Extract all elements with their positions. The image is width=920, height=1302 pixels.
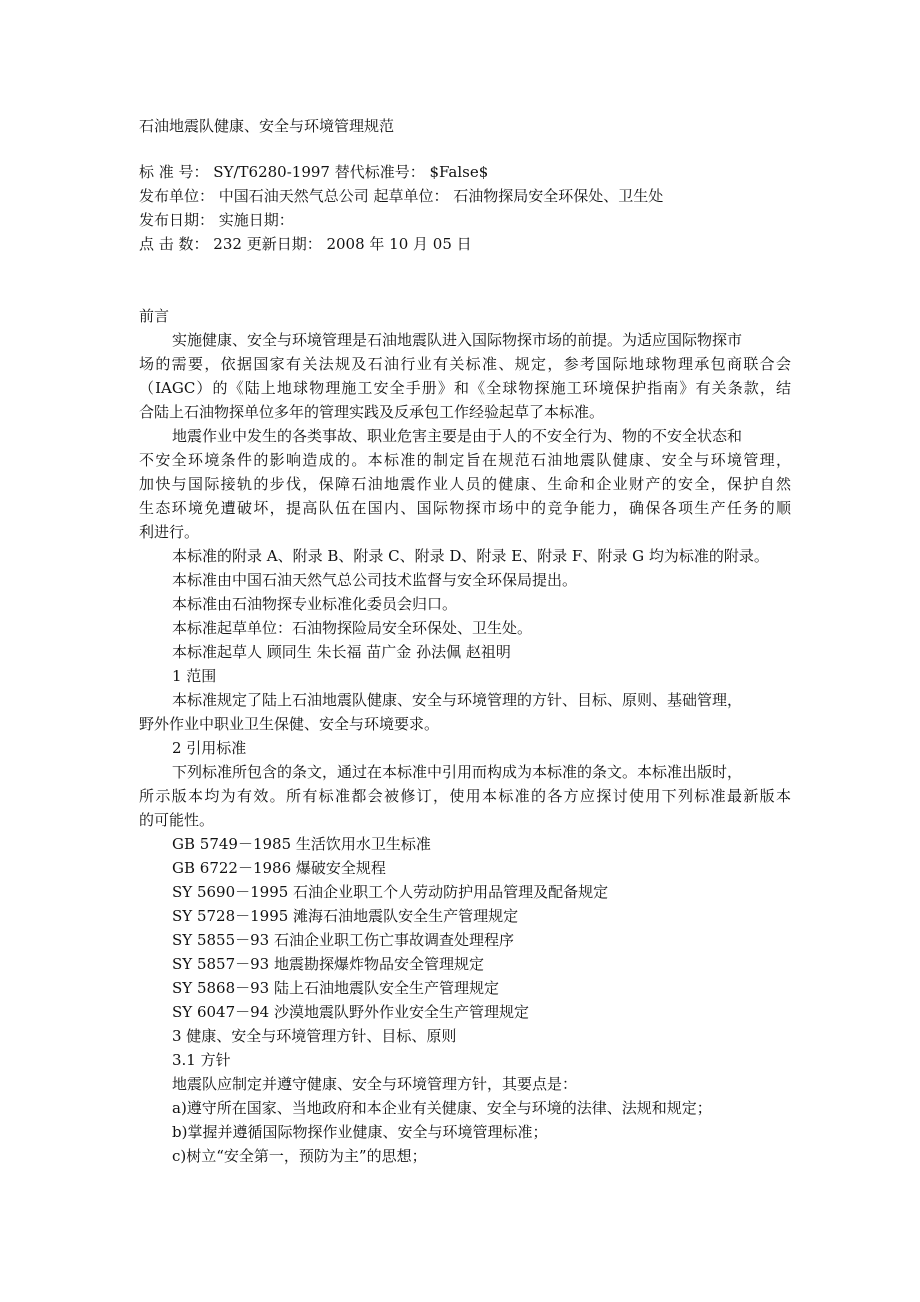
reference-item: SY 5855－93 石油企业职工伤亡事故调查处理程序 <box>172 931 514 949</box>
list-item: b)掌握并遵循国际物探作业健康、安全与环境管理标准； <box>172 1123 548 1141</box>
meta-publisher: 发布单位： 中国石油天然气总公司 起草单位： 石油物探局安全环保处、卫生处 <box>139 187 664 205</box>
reference-item: GB 5749－1985 生活饮用水卫生标准 <box>172 835 431 853</box>
body-line: 生态环境免遭破坏，提高队伍在国内、国际物探市场中的竞争能力，确保各项生产任务的顺 <box>139 499 791 517</box>
body-line: 本标准的附录 A、附录 B、附录 C、附录 D、附录 E、附录 F、附录 G 均为标准的附录。 <box>172 547 769 565</box>
body-line: 野外作业中职业卫生保健、安全与环境要求。 <box>139 715 440 733</box>
body-line: 地震队应制定并遵守健康、安全与环境管理方针，其要点是： <box>172 1075 578 1093</box>
document-title: 石油地震队健康、安全与环境管理规范 <box>139 117 395 135</box>
body-line: 加快与国际接轨的步伐，保障石油地震作业人员的健康、生命和企业财产的安全，保护自然 <box>139 475 791 493</box>
meta-standard-number: 标 准 号： SY/T6280-1997 替代标准号： $False$ <box>139 163 489 181</box>
section-heading-1: 1 范围 <box>172 667 217 685</box>
body-line: 合陆上石油物探单位多年的管理实践及反承包工作经验起草了本标准。 <box>139 403 605 421</box>
reference-item: SY 5868－93 陆上石油地震队安全生产管理规定 <box>172 979 499 997</box>
reference-item: SY 5690－1995 石油企业职工个人劳动防护用品管理及配备规定 <box>172 883 609 901</box>
reference-item: SY 5857－93 地震勘探爆炸物品安全管理规定 <box>172 955 484 973</box>
body-line: 本标准规定了陆上石油地震队健康、安全与环境管理的方针、目标、原则、基础管理， <box>172 691 743 709</box>
body-line: 不安全环境条件的影响造成的。本标准的制定旨在规范石油地震队健康、安全与环境管理， <box>139 451 791 469</box>
body-line: 本标准由中国石油天然气总公司技术监督与安全环保局提出。 <box>172 571 578 589</box>
body-line: 利进行。 <box>139 523 200 541</box>
body-line: 的可能性。 <box>139 811 215 829</box>
reference-item: SY 6047－94 沙漠地震队野外作业安全生产管理规定 <box>172 1003 529 1021</box>
list-item: a)遵守所在国家、当地政府和本企业有关健康、安全与环境的法律、法规和规定； <box>172 1099 712 1117</box>
body-line: 地震作业中发生的各类事故、职业危害主要是由于人的不安全行为、物的不安全状态和 <box>172 427 743 445</box>
body-line: 所示版本均为有效。所有标准都会被修订，使用本标准的各方应探讨使用下列标准最新版本 <box>139 787 791 805</box>
reference-item: GB 6722－1986 爆破安全规程 <box>172 859 386 877</box>
body-line: （IAGC）的《陆上地球物理施工安全手册》和《全球物探施工环境保护指南》有关条款，结 <box>139 379 791 397</box>
preface-heading: 前言 <box>139 307 170 325</box>
body-line: 实施健康、安全与环境管理是石油地震队进入国际物探市场的前提。为适应国际物探市 <box>172 331 743 349</box>
meta-dates: 发布日期： 实施日期： <box>139 211 294 229</box>
reference-item: SY 5728－1995 滩海石油地震队安全生产管理规定 <box>172 907 519 925</box>
drafters-line: 本标准起草人 顾同生 朱长福 苗广金 孙法佩 赵祖明 <box>172 643 511 661</box>
subsection-heading-3-1: 3.1 方针 <box>172 1051 231 1069</box>
section-heading-3: 3 健康、安全与环境管理方针、目标、原则 <box>172 1027 457 1045</box>
meta-clicks: 点 击 数： 232 更新日期： 2008 年 10 月 05 日 <box>139 235 472 253</box>
list-item: c)树立“安全第一，预防为主”的思想； <box>172 1147 427 1165</box>
body-line: 本标准由石油物探专业标准化委员会归口。 <box>172 595 458 613</box>
body-line: 下列标准所包含的条文，通过在本标准中引用而构成为本标准的条文。本标准出版时， <box>172 763 743 781</box>
section-heading-2: 2 引用标准 <box>172 739 247 757</box>
body-line: 场的需要，依据国家有关法规及石油行业有关标准、规定，参考国际地球物理承包商联合会 <box>139 355 791 373</box>
body-line: 本标准起草单位：石油物探险局安全环保处、卫生处。 <box>172 619 533 637</box>
